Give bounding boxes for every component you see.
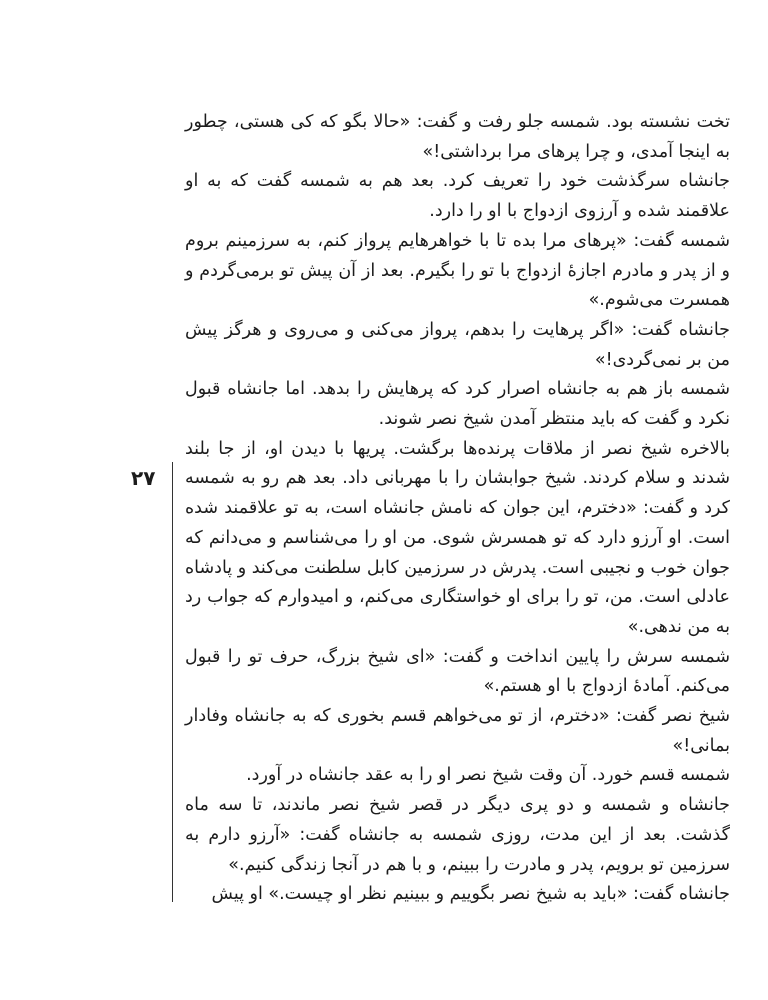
paragraph: تخت نشسته بود. شمسه جلو رفت و گفت: «حالا بگو که کی هستی، چطور به اینجا آمدی، و چرا پرهای مرا برداشتی!»	[185, 112, 730, 162]
paragraph: جانشاه گفت: «اگر پرهایت را بدهم، پرواز می‌کنی و می‌روی و هرگز پیش من بر نمی‌گردی!»	[185, 319, 730, 370]
paragraph: شمسه سرش را پایین انداخت و گفت: «ای شیخ بزرگ، حرف تو را قبول می‌کنم. آمادهٔ ازدواج با او هستم.»	[185, 646, 730, 697]
paragraph: بالاخره شیخ نصر از ملاقات پرنده‌ها برگشت. پریها با دیدن او، از جا بلند شدند و سلام کردند. شیخ جوابشان را با مهربانی داد. بعد هم رو به شمسه کرد و گفت: «دخترم، این جوان که نامش جانشاه است، به تو علاقمند شده است. او آرزو دارد که تو همسرش شوی. من او را می‌شناسم و می‌دانم که جوان خوب و نجیبی است. پدرش در سرزمین کابل سلطنت می‌کند و پادشاه عادلی است. من، تو را برای او خواستگاری می‌کنم، و امیدوارم که جواب رد به من ندهی.»	[185, 438, 730, 637]
paragraph: شیخ نصر گفت: «دخترم، از تو می‌خواهم قسم بخوری که به جانشاه وفادار بمانی!»	[185, 706, 730, 756]
text-column	[185, 108, 730, 910]
margin-rule	[172, 462, 173, 902]
paragraph: شمسه قسم خورد. آن وقت شیخ نصر او را به عقد جانشاه در آورد.	[246, 765, 730, 786]
paragraph: جانشاه و شمسه و دو پری دیگر در قصر شیخ نصر ماندند، تا سه ماه گذشت. بعد از این مدت، روزی شمسه به جانشاه گفت: «آرزو دارم به سرزمین تو برویم، پدر و مادرت را ببینم، و با هم در آنجا زندگی کنیم.»	[185, 795, 730, 875]
paragraph: شمسه باز هم به جانشاه اصرار کرد که پرهایش را بدهد. اما جانشاه قبول نکرد و گفت که باید منتظر آمدن شیخ نصر شوند.	[185, 379, 730, 430]
page-number: ۲۷	[131, 466, 156, 490]
paragraph: جانشاه گفت: «باید به شیخ نصر بگوییم و ببینیم نظر او چیست.» او پیش	[211, 884, 730, 905]
paragraph: جانشاه سرگذشت خود را تعریف کرد. بعد هم به شمسه گفت که به او علاقمند شده و آرزوی ازدواج با او را دارد.	[185, 171, 730, 222]
paragraph: شمسه گفت: «پرهای مرا بده تا با خواهرهایم پرواز کنم، به سرزمینم بروم و از پدر و مادرم اجازهٔ ازدواج با تو را بگیرم. بعد از آن پیش تو برمی‌گردم و همسرت می‌شوم.»	[185, 230, 730, 311]
